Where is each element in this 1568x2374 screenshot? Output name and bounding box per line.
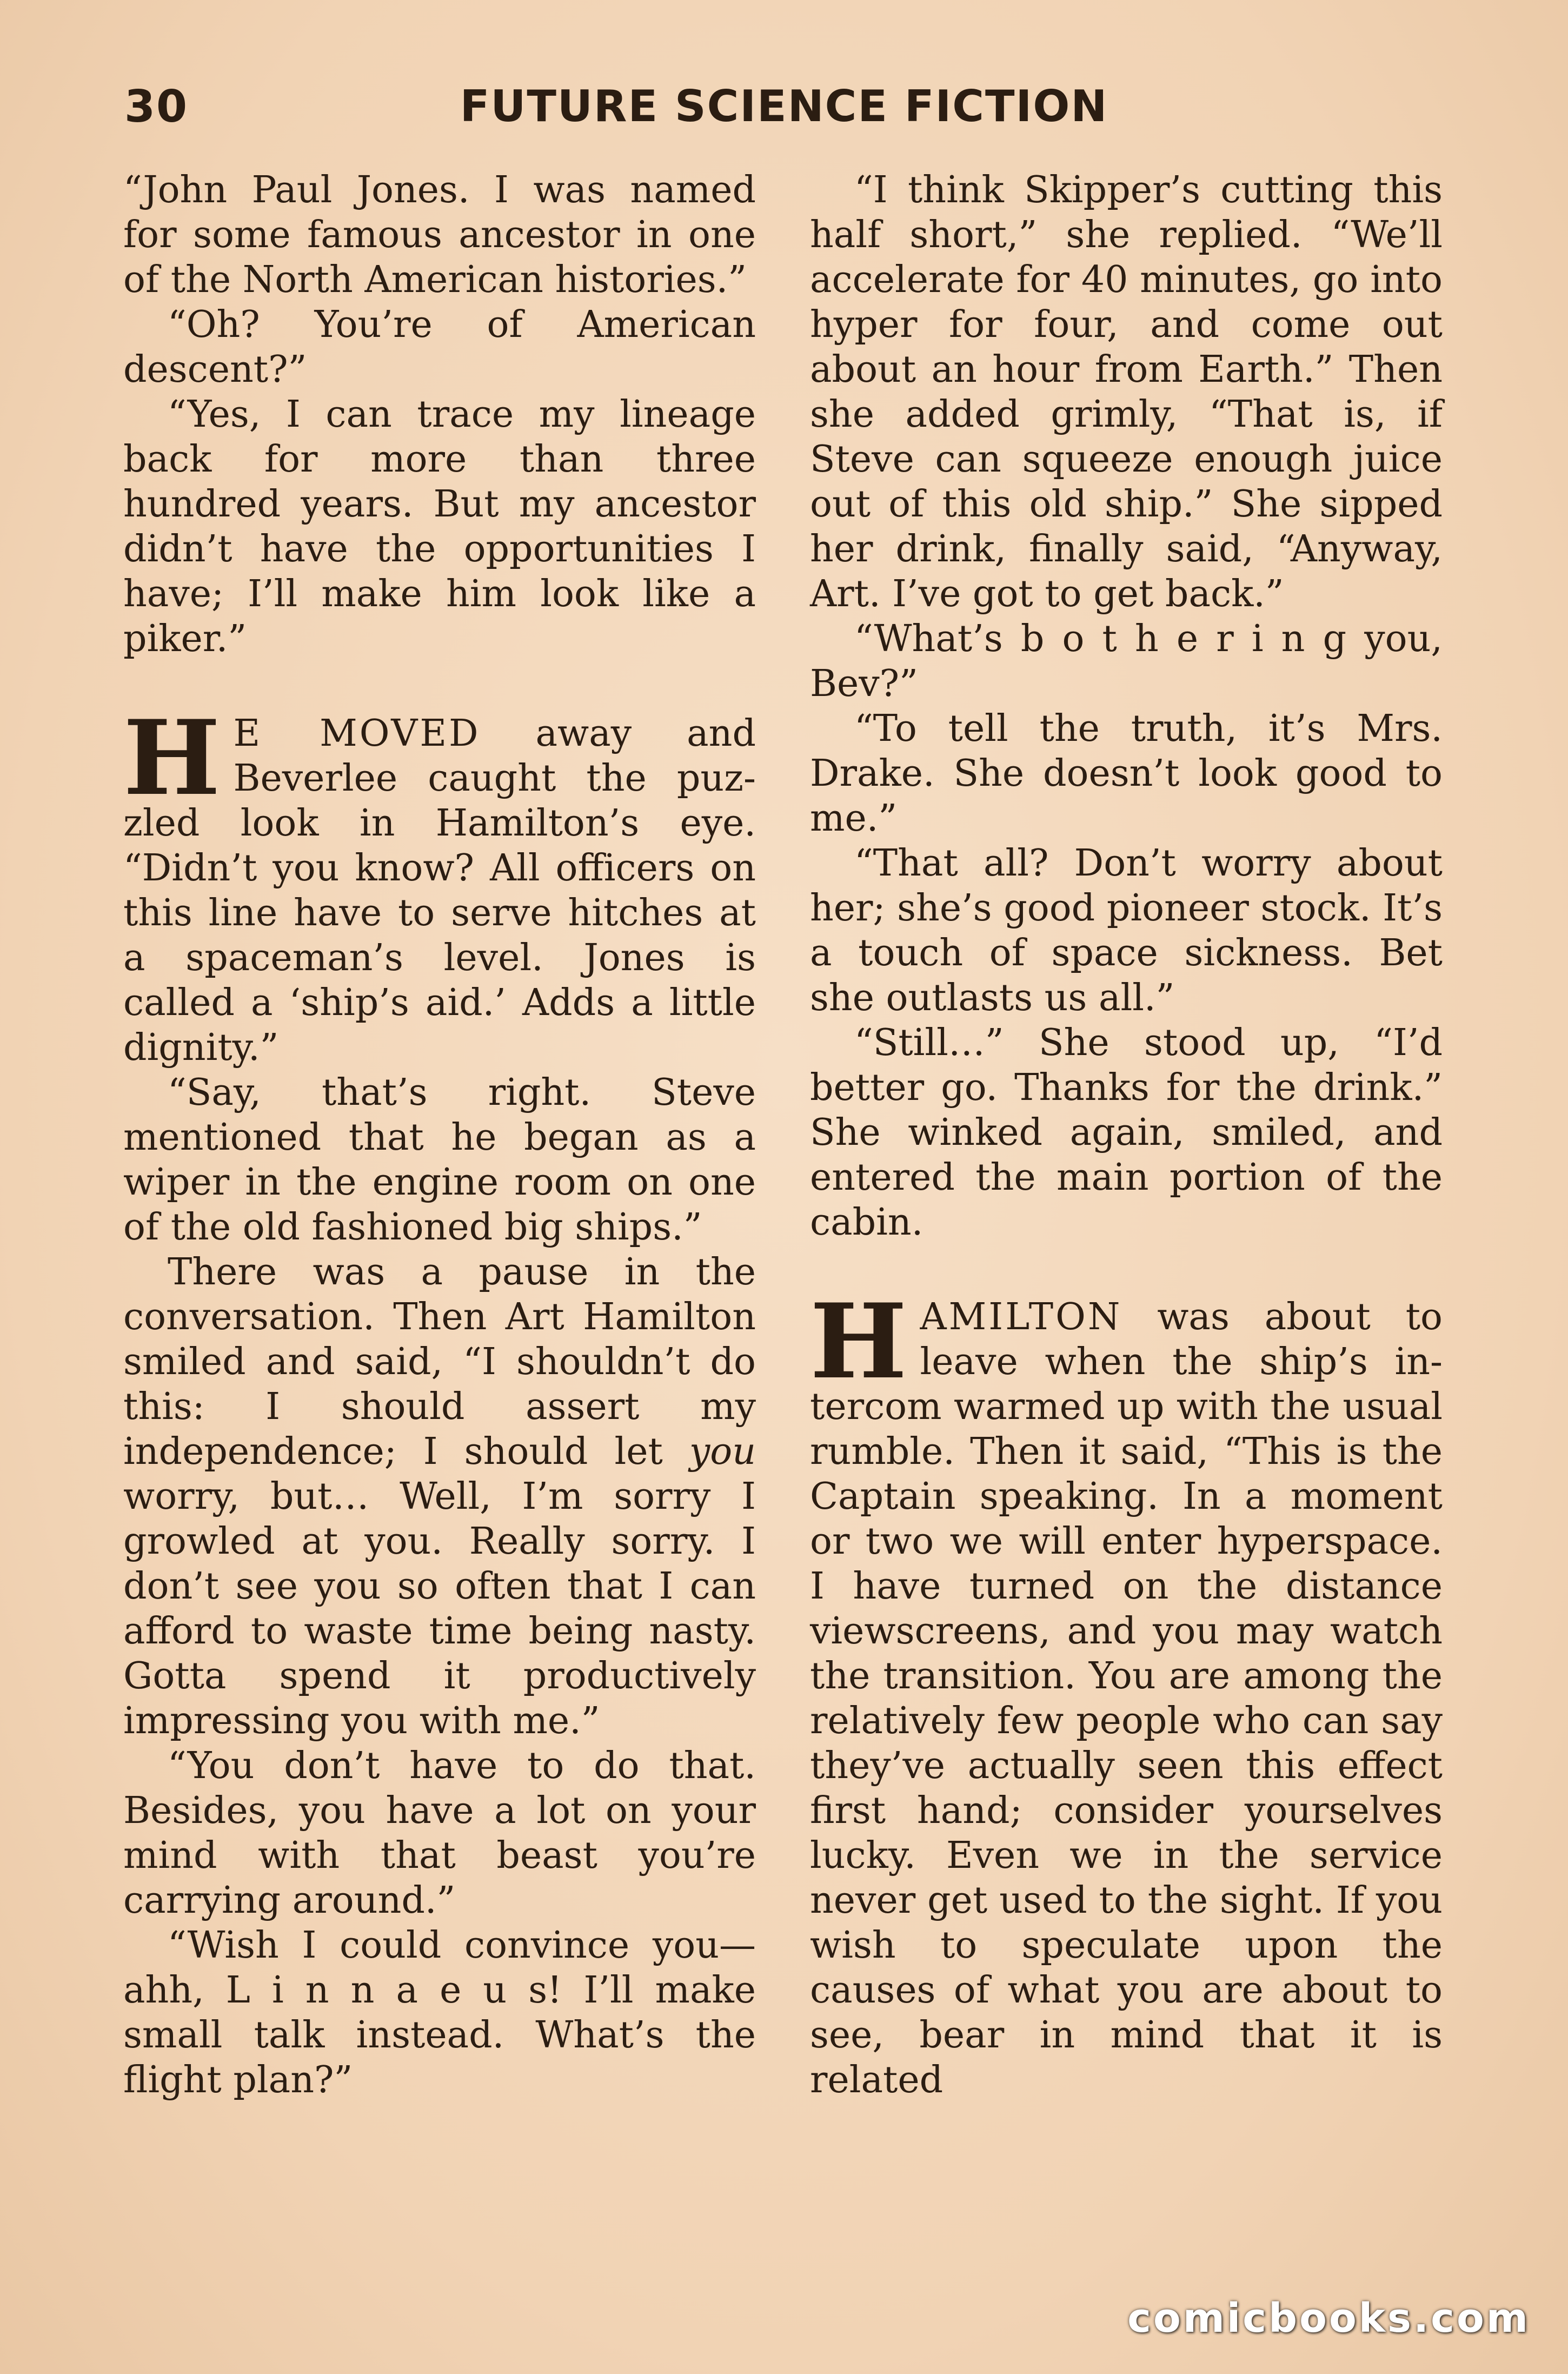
drop-cap: H	[810, 1281, 907, 1402]
paragraph-text: away and Beverlee caught the puzzled look in Hamilton’s eye. “Didn’t you know? All officers on this line have to serve hitches at a spaceman’s level. Jones is called a ‘ship’s aid.’ Adds a little dignity.”	[123, 712, 756, 1069]
page-header	[124, 81, 1444, 146]
right-column	[810, 168, 1443, 2103]
section-paragraph	[810, 1281, 1443, 2103]
running-head: FUTURE SCIENCE FICTION	[460, 81, 1108, 131]
emphasis: you	[689, 1430, 756, 1473]
paragraph: “Still…” She stood up, “I’d better go. Thanks for the drink.” She winked again, smiled, and entered the main portion of the cabin.	[810, 1022, 1443, 1244]
watermark: comicbooks.com	[1127, 2295, 1530, 2342]
paragraph: “That all? Don’t worry about her; she’s good pioneer stock. It’s a touch of space sickness. Bet she outlasts us all.”	[810, 842, 1443, 1019]
lead-in: AMILTON	[920, 1296, 1122, 1338]
paragraph-text: was about to leave when the ship’s intercom warmed up with the usual rumble. Then it said, “This is the Captain speaking. In a moment or two we will enter hyperspace. I have turned on the distance viewscreens, and you may watch the transition. You are among the relatively few people who can say they’ve actually seen this effect first hand; consider yourselves lucky. Even we in the service never get used to the sight. If you wish to speculate upon the causes of what you are about to see, bear in mind that it is related	[810, 1296, 1443, 2101]
paragraph: “To tell the truth, it’s Mrs. Drake. She doesn’t look good to me.”	[810, 707, 1443, 840]
paragraph-text: There was a pause in the conversation. Then Art Hamilton smiled and said, “I shouldn’t do this: I should assert my independence; I should let	[123, 1251, 756, 1473]
paragraph: “Wish I could convince you—ahh, L i n n a e u s! I’ll make small talk instead. What’s the flight plan?”	[123, 1924, 756, 2101]
page-number: 30	[124, 81, 189, 132]
paragraph: “Yes, I can trace my lineage back for more than three hundred years. But my ancestor didn’t have the opportunities I have; I’ll make him look like a piker.”	[123, 393, 756, 660]
left-column	[123, 168, 756, 2103]
drop-cap: H	[123, 698, 221, 818]
paragraph: “What’s b o t h e r i n g you, Bev?”	[810, 618, 1443, 705]
paragraph: “I think Skipper’s cutting this half short,” she replied. “We’ll accelerate for 40 minutes, go into hyper for four, and come out about an hour from Earth.” Then she added grimly, “That is, if Steve can squeeze enough juice out of this old ship.” She sipped her drink, finally said, “Anyway, Art. I’ve got to get back.”	[810, 169, 1443, 615]
paragraph: “Say, that’s right. Steve mentioned that he began as a wiper in the engine room on one of the old fashioned big ships.”	[123, 1071, 756, 1249]
paragraph: “Oh? You’re of American descent?”	[123, 303, 756, 391]
paragraph	[123, 1250, 756, 1743]
paragraph: “John Paul Jones. I was named for some famous ancestor in one of the North American histories.”	[123, 169, 756, 301]
section-paragraph	[123, 698, 756, 1070]
paragraph-text: worry, but… Well, I’m sorry I growled at you. Really sorry. I don’t see you so often that I can afford to waste time being nasty. Gotta spend it productively impressing you with me.”	[123, 1475, 756, 1742]
lead-in: E MOVED	[233, 712, 481, 755]
paragraph: “You don’t have to do that. Besides, you have a lot on your mind with that beast you’re carrying around.”	[123, 1745, 756, 1922]
